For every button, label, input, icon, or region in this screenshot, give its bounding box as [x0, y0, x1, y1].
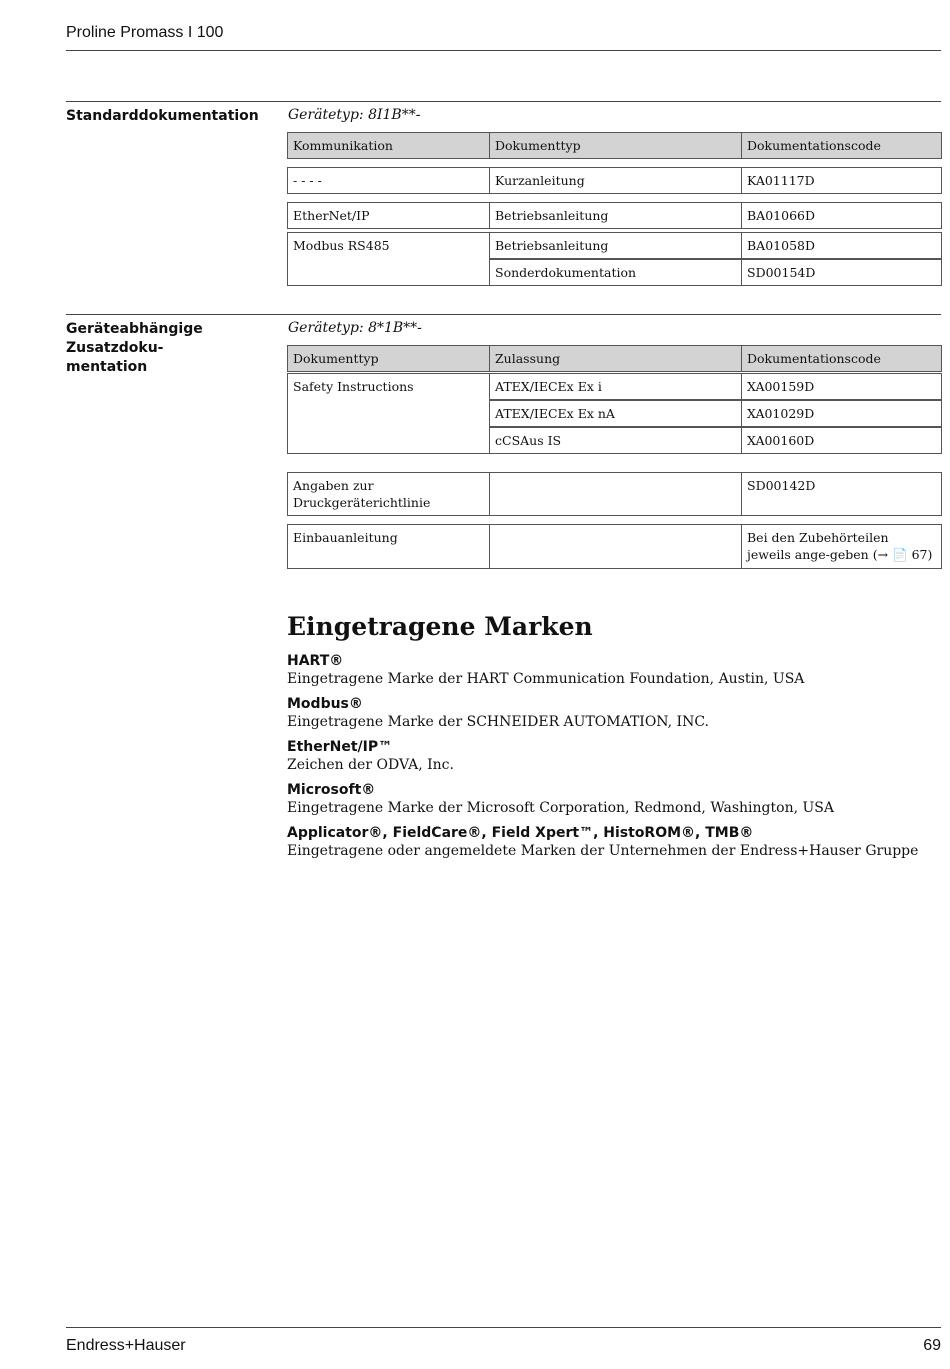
table-row: [287, 167, 942, 194]
trademark-name: EtherNet/IP™: [287, 739, 393, 755]
additional-doc-table-rest: [287, 464, 942, 577]
table-cell: XA00159D: [741, 373, 942, 400]
table-row: [287, 232, 942, 259]
table-header-row: [287, 345, 942, 372]
additional-doc-table-safety: [287, 373, 942, 454]
trademarks-heading: Eingetragene Marken: [287, 612, 593, 641]
table-cell: Modbus RS485: [287, 232, 489, 286]
table-cell: XA01029D: [741, 400, 942, 427]
trademark-description: Eingetragene Marke der SCHNEIDER AUTOMATION, INC.: [287, 714, 710, 730]
device-type-additional: Gerätetyp: 8*1B**-: [288, 320, 422, 336]
trademark-item: [287, 696, 927, 732]
table-cell: Kurzanleitung: [489, 167, 741, 194]
footer-rule: [66, 1327, 941, 1328]
table-cell: BA01066D: [741, 202, 942, 229]
trademark-description: Eingetragene Marke der Microsoft Corporation, Redmond, Washington, USA: [287, 800, 834, 816]
table-cell: SD00142D: [741, 472, 942, 516]
trademark-item: [287, 825, 927, 861]
header-rule: [66, 50, 941, 51]
column-header: Dokumentationscode: [741, 132, 942, 159]
page-number: 69: [923, 1337, 941, 1354]
trademark-name: HART®: [287, 653, 344, 669]
standard-doc-table: [287, 124, 942, 237]
table-cell: Bei den Zubehörteilen jeweils ange-geben (→ 📄 67): [741, 524, 942, 569]
table-cell: [489, 472, 741, 516]
column-header: Dokumentationscode: [741, 345, 942, 372]
table-cell: Angaben zur Druckgeräterichtlinie: [287, 472, 489, 516]
table-row: [287, 472, 942, 516]
table-cell: SD00154D: [741, 259, 942, 286]
table-cell: Safety Instructions: [287, 373, 489, 454]
trademark-name: Modbus®: [287, 696, 363, 712]
table-cell: XA00160D: [741, 427, 942, 454]
table-cell: Betriebsanleitung: [489, 232, 741, 259]
trademark-description: Zeichen der ODVA, Inc.: [287, 757, 454, 773]
column-header: Zulassung: [489, 345, 741, 372]
table-row: [287, 373, 942, 400]
table-cell: Betriebsanleitung: [489, 202, 741, 229]
table-cell: cCSAus IS: [489, 427, 741, 454]
table-row: [287, 202, 942, 229]
trademark-description: Eingetragene Marke der HART Communication Foundation, Austin, USA: [287, 671, 805, 687]
column-header: Kommunikation: [287, 132, 489, 159]
column-header: Dokumenttyp: [489, 132, 741, 159]
trademark-name: Applicator®, FieldCare®, Field Xpert™, HistoROM®, TMB®: [287, 825, 754, 841]
table-cell: Einbauanleitung: [287, 524, 489, 569]
section-rule-additional: [66, 314, 941, 315]
table-cell: BA01058D: [741, 232, 942, 259]
table-cell: ATEX/IECEx Ex nA: [489, 400, 741, 427]
table-cell: Sonderdokumentation: [489, 259, 741, 286]
table-cell: - - - -: [287, 167, 489, 194]
footer-brand: Endress+Hauser: [66, 1337, 186, 1354]
table-cell: ATEX/IECEx Ex i: [489, 373, 741, 400]
trademark-item: [287, 739, 927, 775]
standard-doc-table-group: [287, 232, 942, 286]
trademark-description: Eingetragene oder angemeldete Marken der Unternehmen der Endress+Hauser Gruppe: [287, 843, 919, 859]
running-header-title: Proline Promass I 100: [66, 24, 224, 41]
table-cell: [489, 524, 741, 569]
table-cell: EtherNet/IP: [287, 202, 489, 229]
trademarks-section: [287, 612, 927, 868]
table-row: [287, 524, 942, 569]
section-label-standard: Standarddokumentation: [66, 108, 259, 124]
section-label-additional: Geräteabhängige Zusatzdoku- mentation: [66, 321, 203, 375]
section-rule-standard: [66, 101, 941, 102]
column-header: Dokumenttyp: [287, 345, 489, 372]
table-cell: KA01117D: [741, 167, 942, 194]
device-type-standard: Gerätetyp: 8I1B**-: [288, 107, 421, 123]
trademark-item: [287, 653, 927, 689]
trademark-name: Microsoft®: [287, 782, 376, 798]
table-header-row: [287, 132, 942, 159]
trademark-item: [287, 782, 927, 818]
